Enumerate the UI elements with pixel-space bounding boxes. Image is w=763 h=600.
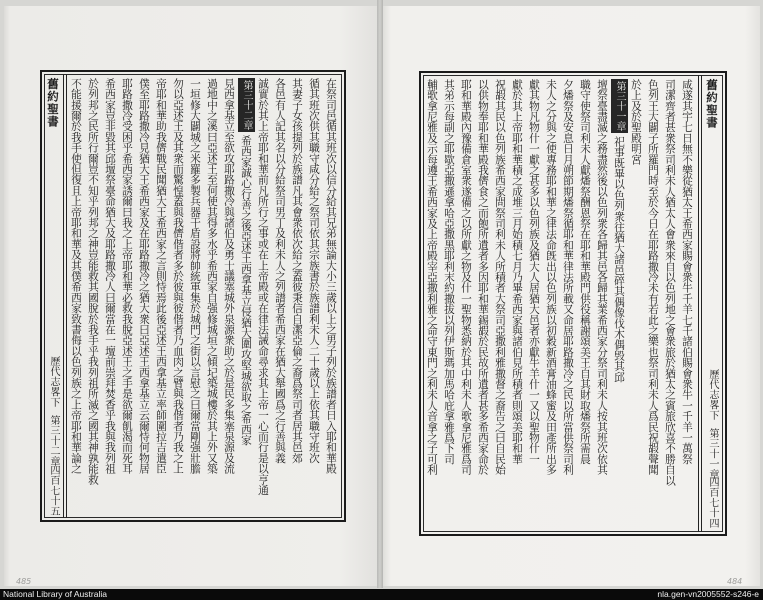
text-column bbox=[543, 79, 560, 528]
text-column bbox=[119, 78, 136, 514]
text-column bbox=[458, 79, 475, 528]
column-text: 獻於其上帝耶和華積之成堆三月始積七月乃畢希西家與諸伯見所積者則頌美耶和華 bbox=[511, 79, 524, 465]
text-column bbox=[424, 79, 441, 528]
column-text: 循其班次供其職守咸分給之祭司依其宗族書於族譜利未人二十歲以上依其職守班次 bbox=[308, 78, 321, 464]
text-column bbox=[306, 78, 323, 514]
text-column bbox=[441, 79, 458, 528]
text-column bbox=[221, 78, 238, 514]
column-text: 祀事既畢以色列衆往猶大諸邑碎其偶像伐木偶毁其邱 bbox=[613, 136, 626, 383]
column-text: 司潔齊者甚衆祭司利未人猶太人會衆來自以色列地之會衆旅於猶太之賓旅欣喜不勝自以 bbox=[664, 79, 677, 486]
text-column bbox=[492, 79, 509, 528]
running-section bbox=[44, 356, 62, 466]
column-text: 各邑有人記其名以分給祭司男丁及利未人之列譜者希西家在猶大舉國爲之行善與義 bbox=[274, 78, 287, 464]
chapter-heading: 第三十一章 bbox=[707, 428, 718, 479]
column-text: 獻其物凡物什一獻之甚多以色列族及猶大人居猶大邑者亦獻牛羊什一又以聖物什一 bbox=[528, 79, 541, 465]
book-section: 歷代志畧下 bbox=[48, 356, 59, 407]
running-title: 舊約聖書 bbox=[705, 79, 719, 129]
text-column bbox=[323, 78, 340, 514]
page-number: 四百七十四 bbox=[707, 477, 718, 528]
column-text: 壇祭臺盡滅之務盡然後以色列衆各歸其邑各歸其業希西家分祭司利未人按其班次依其 bbox=[596, 79, 609, 475]
column-text: 色列王大闢子所羅門時至於今日在耶路撒冷未有若此之樂也祭司利未人爲民祝嘏聲聞 bbox=[647, 79, 660, 475]
text-column bbox=[611, 79, 628, 528]
text-column bbox=[204, 78, 221, 514]
column-text: 見西拿基立至欲攻耶路撒冷與諸伯及勇士議塞城外泉源衆助之於是民多集塞泉源及流 bbox=[223, 78, 236, 474]
scan-identifier: nla.gen-vn2005552-s246-e bbox=[657, 589, 759, 599]
column-text: 於上及於聖殿明宮 bbox=[630, 79, 643, 165]
column-text: 在祭司邑循其班次以信分給其兄弟無論大小三歲以上之男子列於族譜者日入耶和華殿 bbox=[325, 78, 338, 474]
text-column bbox=[272, 78, 289, 514]
column-text: 未人之分與之使專務耶和華之律法命旣出以色列族以初穀新酒膏油蜂蜜及田產所出多 bbox=[545, 79, 558, 475]
left-page-frame bbox=[40, 70, 346, 522]
column-text: 於列邦之民所行爾豈不知乎列邦之神豈能救其國脫於我手乎我列祖所滅之國其神孰能救 bbox=[87, 78, 100, 485]
column-text: 祝嘏其民以色列族希西家問祭司利未人所積者大祭司亞撒利雅撒督之裔告之曰自民始 bbox=[494, 79, 507, 475]
column-text: 希西家誠心行善之後亞述王西拿基立侵猶大圍攻堅城欲取之希西家 bbox=[240, 135, 253, 446]
chapter-label: 第三十一章 bbox=[611, 79, 628, 133]
column-text: 帝耶和華助我儕戰民聞猶大王希西家之言則恃焉此後亞述王西拿基立率師圍拉吉遣臣 bbox=[155, 78, 168, 474]
column-text: 其弟示每副之耶歇亞撒遜拿哈亞撒黑耶利末約撒拔以列伊斯瑪加馬哈庇拿雅爲下司 bbox=[443, 79, 456, 465]
column-text: 夕燔祭及安息日月朔節期燔祭循耶和華律法所載又命居耶路撒冷之民以所當供祭司利 bbox=[562, 79, 575, 475]
column-text: 勿以亞述王及其衆而驚惶蓋與我儕偕者多於彼與彼偕者乃血肉之臂與我偕者乃我之上 bbox=[172, 78, 185, 474]
text-column bbox=[594, 79, 611, 528]
column-text: 職守使祭司利未人獻燔祭酬恩祭在耶和華殿門供役稱謝頌美王自其財取燔祭所需晨 bbox=[579, 79, 592, 465]
text-column bbox=[136, 78, 153, 514]
column-text: 希西家豈非毀其邱壇祭臺命猶大及耶路撒冷人曰爾當在一壇前崇拜焚香乎我與我列祖 bbox=[104, 78, 117, 474]
page-number: 四百七十五 bbox=[48, 465, 59, 516]
column-text: 耶和華殿內豫備倉室衆遂備之以所獻之物及什一聖物悉納於其中利未人歌拿尼雅爲司 bbox=[460, 79, 473, 475]
text-column bbox=[238, 78, 255, 514]
text-column bbox=[560, 79, 577, 528]
header-separator bbox=[63, 74, 67, 518]
book-section: 歷代志畧下 bbox=[707, 369, 718, 420]
pencil-annotation: 485 bbox=[16, 577, 32, 586]
header-separator bbox=[698, 75, 702, 532]
text-column bbox=[289, 78, 306, 514]
chapter-label: 第三十二章 bbox=[238, 78, 255, 132]
text-column bbox=[645, 79, 662, 528]
pencil-annotation: 484 bbox=[727, 577, 743, 586]
column-text: 不能援爾於我手使但復且上帝耶和華及其僕希西家致書侮以色列族之上帝耶和華論之 bbox=[70, 78, 83, 474]
text-column bbox=[628, 79, 645, 528]
column-text: 過地中之溪曰亞述王至何使其得多水乎希西家自强修城垣之傾圮築城樓於其上外又築 bbox=[206, 78, 219, 474]
column-text: 誠實於其上帝耶和華前凡所行之事或在上帝殿或在律法誡命尋求其上帝一心而行是以亨通 bbox=[257, 78, 270, 496]
text-column bbox=[153, 78, 170, 514]
right-page-frame bbox=[419, 71, 727, 536]
text-column bbox=[187, 78, 204, 514]
text-column bbox=[475, 79, 492, 528]
column-text: 其妻子女孩提列於族譜凡其會衆依次給之蓋彼秉信自潔亞倫之裔爲祭司者居其邑郊 bbox=[291, 78, 304, 464]
column-text: 輔歌拿尼雅及示每遵王希西家及上帝殿宰亞撒利雅之命守東門之利未人音拿之子可利 bbox=[426, 79, 439, 475]
text-column bbox=[679, 79, 696, 528]
column-text: 以供物奉耶和華殿我儕食之而飽所遺者多因耶和華錫嘏於民故所遺者甚多希西家命於 bbox=[477, 79, 490, 475]
scan-footer-bar bbox=[0, 589, 763, 600]
text-column bbox=[662, 79, 679, 528]
chapter-heading: 第三十二章 bbox=[48, 415, 59, 466]
book-gutter bbox=[377, 0, 383, 588]
text-column bbox=[68, 78, 85, 514]
column-text: 咸遂其宇七日無不樂從猶太王希西家賜會衆牛千羊七千諸伯賜會衆牛一千羊一萬祭 bbox=[681, 79, 694, 465]
text-column bbox=[577, 79, 594, 528]
column-text: 耶路撒冷受困乎希西家誘爾曰我之上帝耶和華必救我脫亞述王之手是欲爾飢渴而死耳 bbox=[121, 78, 134, 474]
text-column bbox=[255, 78, 272, 514]
text-column bbox=[170, 78, 187, 514]
text-column bbox=[85, 78, 102, 514]
running-title: 舊約聖書 bbox=[46, 78, 60, 128]
text-column bbox=[509, 79, 526, 528]
text-column bbox=[102, 78, 119, 514]
text-column bbox=[526, 79, 543, 528]
library-credit: National Library of Australia bbox=[3, 589, 107, 599]
running-section bbox=[703, 369, 721, 479]
column-text: 一垣修大闢城之米羅多製兵器干盾設將帥統軍集於城門之街以言慰之曰爾當剛强壯膽 bbox=[189, 78, 202, 474]
column-text: 僕至耶路撒冷見猶大王希西家及在耶路撒冷之猶大衆曰亞述王西拿基立云爾恃何物居 bbox=[138, 78, 151, 474]
